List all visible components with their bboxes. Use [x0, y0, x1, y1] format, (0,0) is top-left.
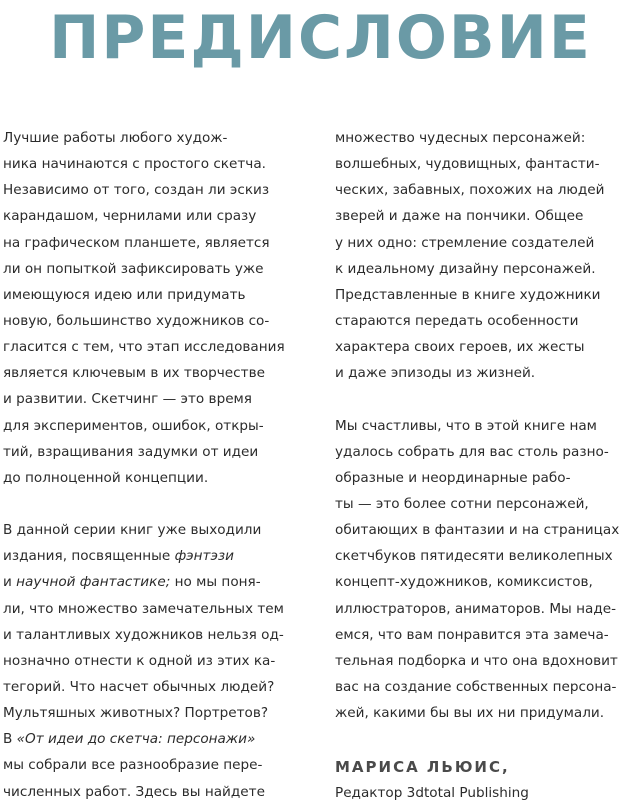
text-line: до полноценной концепции. — [3, 469, 209, 486]
text-line: жей, какими бы вы их ни придумали. — [335, 705, 605, 722]
text-line: тий, взращивания задумки от идеи — [3, 443, 259, 460]
text-line: образные и неординарные рабо- — [335, 469, 571, 486]
text-line — [3, 543, 308, 569]
italic-genre-fantasy: фэнтэзи — [174, 548, 234, 565]
right-column — [335, 125, 641, 807]
text-line: нозначно отнести к одной из этих ка- — [3, 652, 276, 669]
text-line: вас на создание собственных персона- — [335, 678, 617, 695]
text-line — [3, 569, 308, 595]
text-line: ческих, забавных, похожих на людей — [335, 182, 605, 199]
text-line: обитающих в фантазии и на страницах — [335, 522, 620, 539]
text-line: ника начинаются с простого скетча. — [3, 156, 266, 173]
text-line: и развитии. Скетчинг — это время — [3, 391, 252, 408]
text-line: гласится с тем, что этап исследования — [3, 339, 285, 356]
text-line: Независимо от того, создан ли эскиз — [3, 182, 270, 199]
author-role: Редактор 3dtotal Publishing — [335, 785, 529, 802]
text-line: и талантливых художников нельзя од- — [3, 626, 284, 643]
italic-genre-scifi: научной фантастике; — [16, 574, 171, 591]
text-line: тельная подборка и что она вдохновит — [335, 652, 618, 669]
text-line: Лучшие работы любого худож- — [3, 130, 228, 146]
text-line: множество чудесных персонажей: — [335, 130, 586, 146]
italic-book-title: «От идеи до скетча: персонажи» — [16, 731, 256, 748]
text-line: Мы счастливы, что в этой книге нам — [335, 417, 597, 434]
text-line: волшебных, чудовищных, фантасти- — [335, 156, 600, 173]
text-line: является ключевым в их творчестве — [3, 365, 265, 382]
text-line: и даже эпизоды из жизней. — [335, 365, 536, 382]
text-line: В данной серии книг уже выходили — [3, 522, 262, 539]
text-line: Представленные в книге художники — [335, 286, 601, 303]
paragraph-gap — [335, 726, 641, 752]
text-line: иллюстраторов, аниматоров. Мы наде- — [335, 600, 616, 617]
text-line: ты — это более сотни персонажей, — [335, 495, 589, 512]
text-line: тегорий. Что насчет обычных людей? — [3, 678, 275, 695]
text-line: к идеальному дизайну персонажей. — [335, 260, 596, 277]
text-line: удалось собрать для вас столь разно- — [335, 443, 609, 460]
text-line: ли, что множество замечательных тем — [3, 600, 284, 617]
author-signature: МАРИСА ЛЬЮИС, — [335, 758, 510, 777]
text-segment: но мы поня- — [170, 574, 261, 591]
text-line: скетчбуков пятидесяти великолепных — [335, 548, 613, 565]
text-line: у них одно: стремление создателей — [335, 234, 595, 251]
text-line: численных работ. Здесь вы найдете — [3, 783, 265, 800]
text-line: ли он попыткой зафиксировать уже — [3, 260, 264, 277]
text-line: стараются передать особенности — [335, 312, 579, 329]
paragraph-gap — [3, 491, 308, 517]
text-line: новую, большинство художников со- — [3, 312, 270, 329]
text-segment: В — [3, 731, 17, 748]
text-line: зверей и даже на пончики. Общее — [335, 208, 584, 225]
text-segment: и — [3, 574, 17, 591]
text-line: концепт-художников, комиксистов, — [335, 574, 593, 591]
text-line: имеющуюся идею или придумать — [3, 286, 246, 303]
text-line: характера своих героев, их жесты — [335, 339, 585, 356]
text-line: Мультяшных животных? Портретов? — [3, 705, 269, 722]
text-line: для экспериментов, ошибок, откры- — [3, 417, 264, 434]
left-column — [3, 125, 308, 805]
text-line — [3, 726, 308, 752]
text-line: мы собрали все разнообразие пере- — [3, 757, 263, 774]
text-line: на графическом планшете, является — [3, 234, 270, 251]
page-title: ПРЕДИСЛОВИЕ — [49, 3, 592, 73]
text-segment: издания, посвященные — [3, 548, 175, 565]
text-line: емся, что вам понравится эта замеча- — [335, 626, 609, 643]
text-line: карандашом, чернилами или сразу — [3, 208, 257, 225]
paragraph-gap — [335, 386, 641, 412]
